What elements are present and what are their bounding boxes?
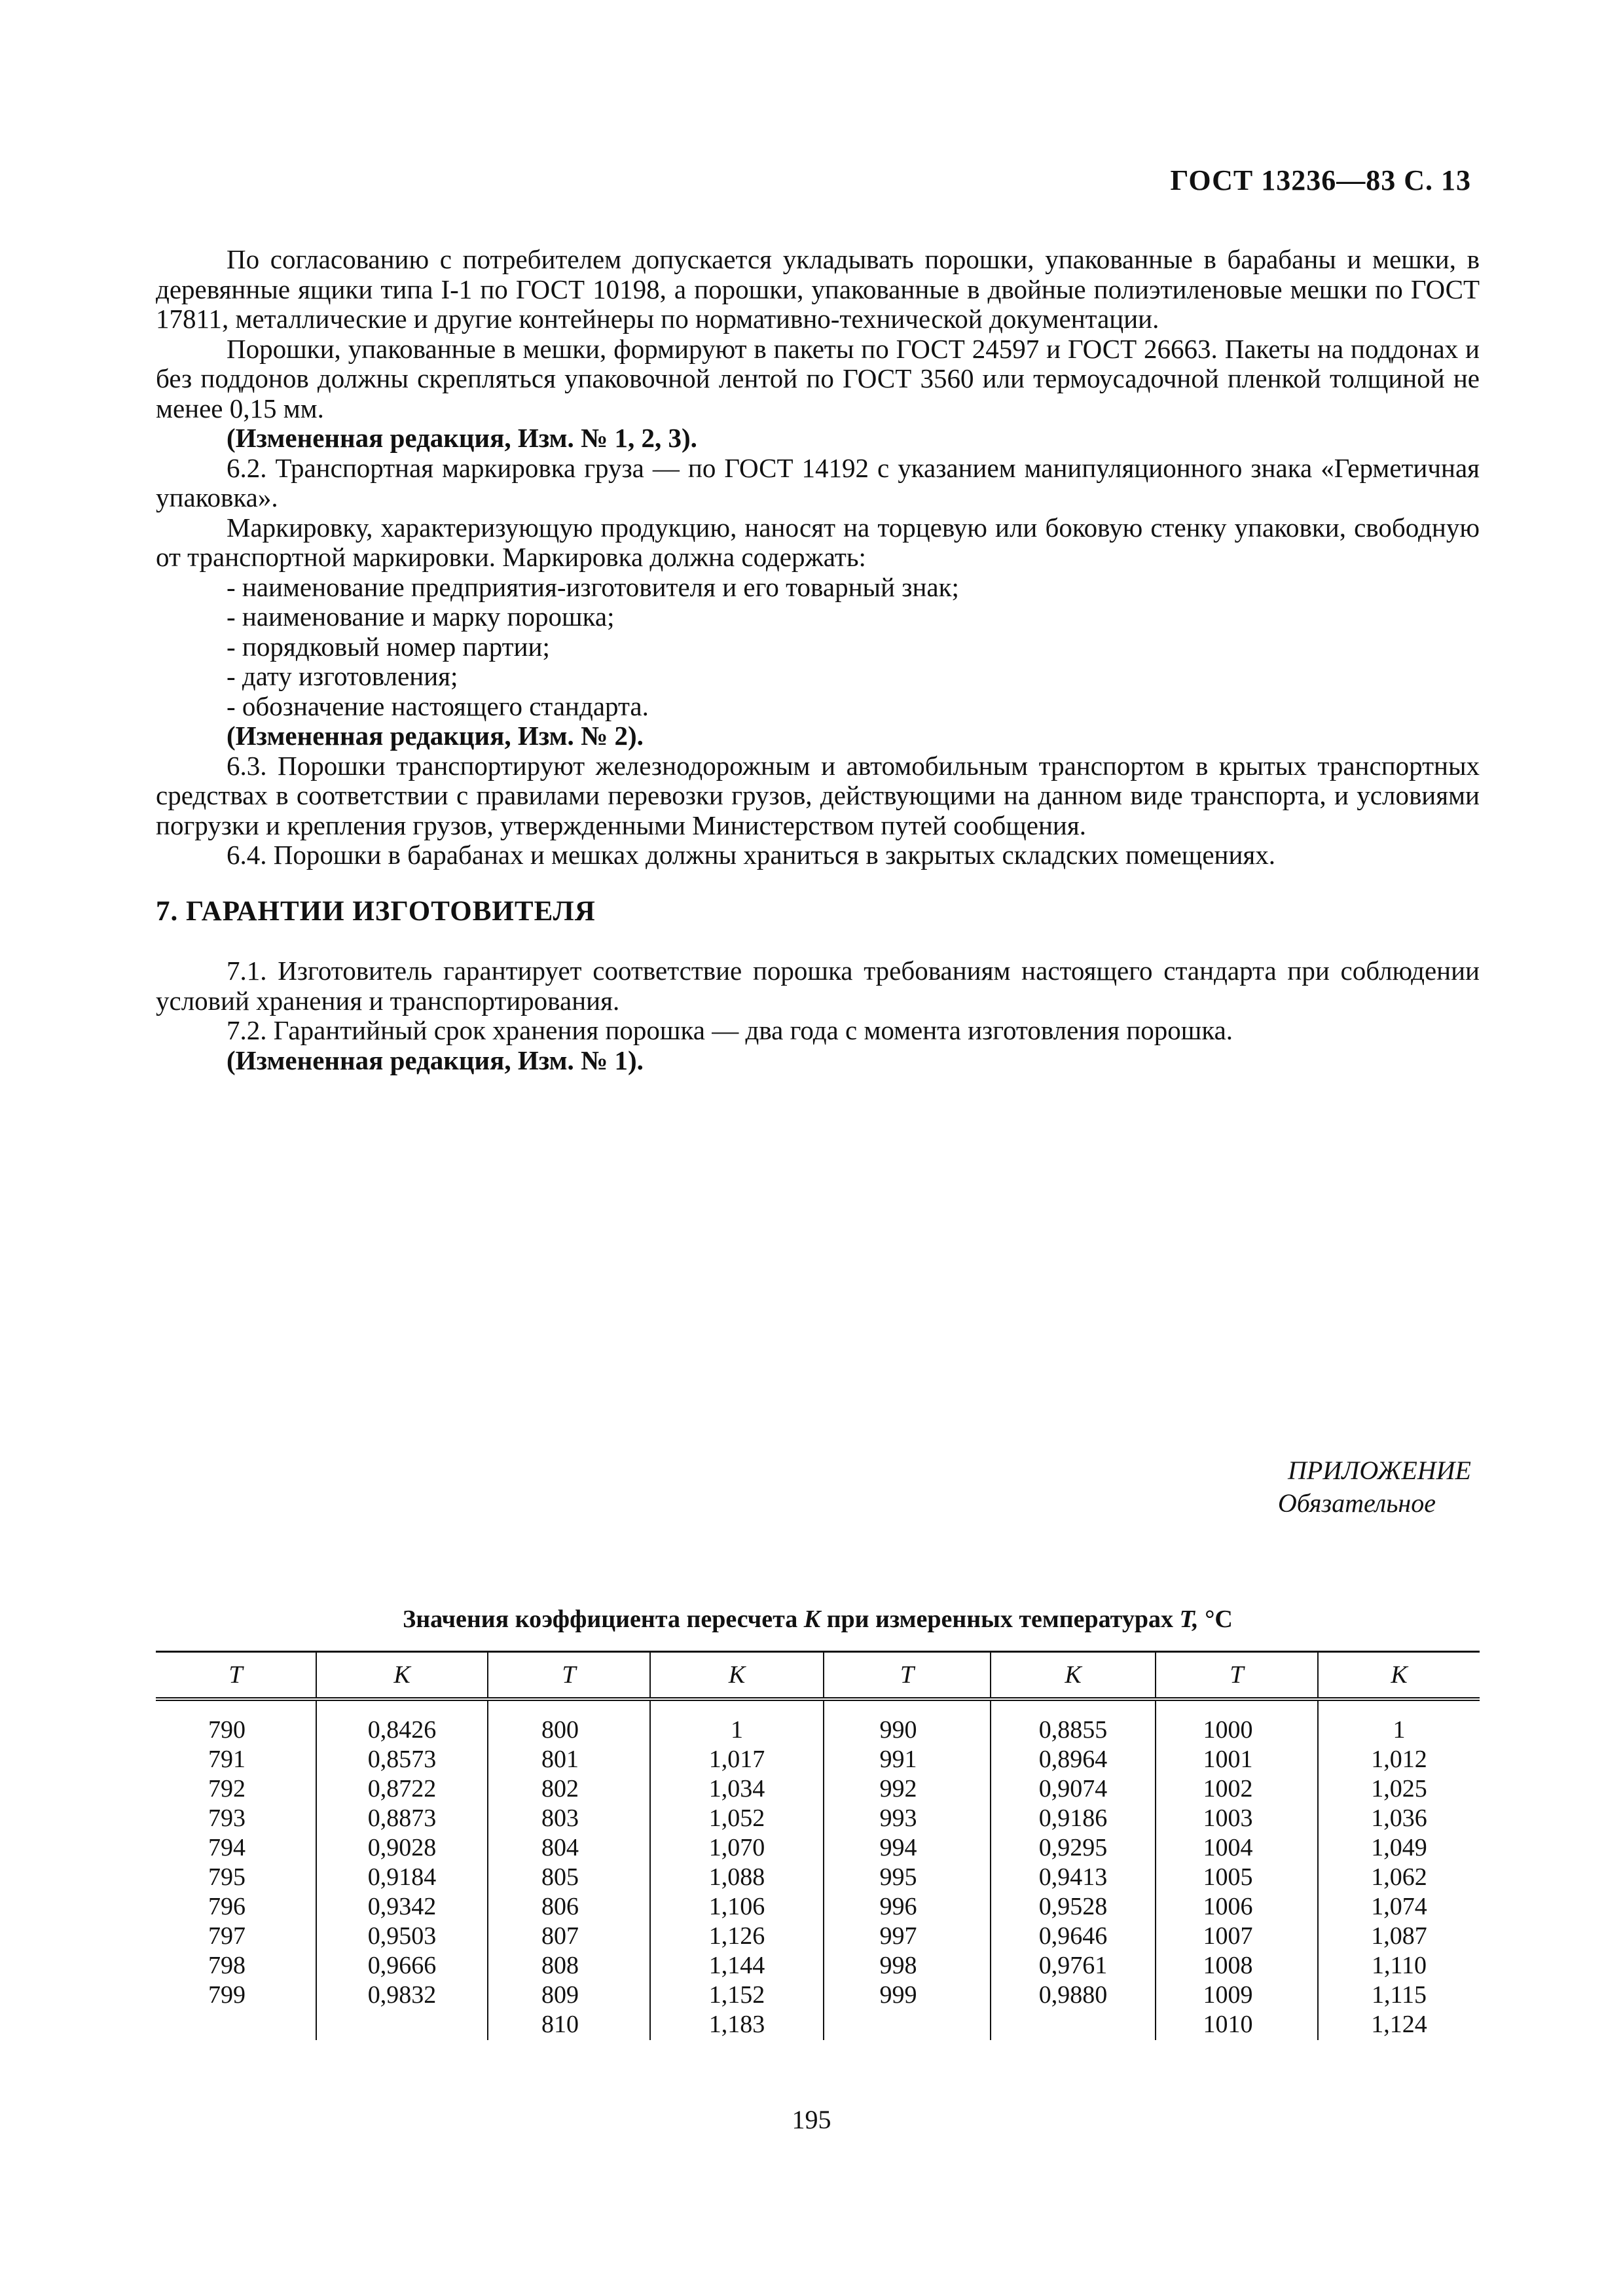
revision-note: (Измененная редакция, Изм. № 2). [227, 721, 644, 751]
paragraph: По согласованию с потребителем допускается укладывать порошки, упакованные в барабаны и мешки, в деревянные ящики типа I-1 по ГОСТ 10198, а порошки, упакованные в двойные полиэтиленовые мешки по ГОСТ 17811, металлические и другие контейнеры по нормативно-технической документации. [156, 244, 1480, 334]
caption-unit: °C [1198, 1605, 1233, 1633]
paragraph: Маркировку, характеризующую продукцию, наносят на торцевую или боковую стенку упаковки, свободную от транспортной маркировки. Маркировка должна содержать: [156, 512, 1480, 572]
table-value: 794 [208, 1834, 246, 1861]
table-value: 0,9342 [367, 1893, 437, 1920]
table-value: 810 [541, 2011, 579, 2038]
table-value: 809 [541, 1981, 579, 2009]
paragraph: 7.1. Изготовитель гарантирует соответствие порошка требованиям настоящего стандарта при соблюдении условий хранения и транспортирования. [156, 956, 1480, 1016]
table-value: 0,9184 [367, 1863, 437, 1891]
table-value: 0,9646 [1038, 1922, 1108, 1950]
table-value: 1 [731, 1716, 743, 1744]
column-header: T [488, 1652, 650, 1700]
appendix-subtitle: Обязательное [1277, 1488, 1436, 1518]
table-value: 801 [541, 1746, 579, 1773]
table-value: 998 [879, 1952, 917, 1979]
table-value [825, 2010, 972, 2039]
table-caption [156, 1605, 1480, 1634]
table-value: 0,9528 [1038, 1893, 1108, 1920]
table-value: 804 [541, 1834, 579, 1861]
page-header: ГОСТ 13236—83 С. 13 [1170, 164, 1471, 196]
table-value: 0,9186 [1038, 1804, 1108, 1832]
table-value: 1,115 [1371, 1981, 1427, 2009]
appendix-title: ПРИЛОЖЕНИЕ [1288, 1456, 1471, 1485]
table-value: 1,034 [708, 1775, 765, 1803]
table-value: 807 [541, 1922, 579, 1950]
table-column-cell [488, 1699, 650, 2040]
table-value: 0,9832 [367, 1981, 437, 2009]
table-value: 0,8573 [367, 1746, 437, 1773]
section-title: 7. ГАРАНТИИ ИЗГОТОВИТЕЛЯ [156, 895, 596, 927]
list-item: - наименование и марку порошка; [227, 601, 615, 632]
table-value: 0,8426 [367, 1716, 437, 1744]
table-value: 1001 [1203, 1746, 1253, 1773]
caption-t: T, [1179, 1605, 1199, 1633]
table-value: 803 [541, 1804, 579, 1832]
column-header: T [1156, 1652, 1318, 1700]
paragraph: 6.4. Порошки в барабанах и мешках должны храниться в закрытых складских помещениях. [227, 840, 1276, 870]
table-value: 1008 [1203, 1952, 1253, 1979]
list-item: - наименование предприятия-изготовителя и его товарный знак; [227, 571, 959, 602]
table-value: 1,049 [1371, 1834, 1427, 1861]
table-value: 997 [879, 1922, 917, 1950]
list-item: - порядковый номер партии; [227, 631, 550, 662]
table-value: 991 [879, 1746, 917, 1773]
table-value: 1,052 [708, 1804, 765, 1832]
table-column-cell [316, 1699, 488, 2040]
table-value: 0,8873 [367, 1804, 437, 1832]
table-value: 1,012 [1371, 1746, 1427, 1773]
table-value: 791 [208, 1746, 246, 1773]
revision-note: (Измененная редакция, Изм. № 1, 2, 3). [227, 423, 697, 453]
table-header-row [156, 1652, 1480, 1700]
table-value: 1,087 [1371, 1922, 1427, 1950]
table-value: 1002 [1203, 1775, 1253, 1803]
table-value: 808 [541, 1952, 579, 1979]
table-value: 0,9503 [367, 1922, 437, 1950]
table-value: 795 [208, 1863, 246, 1891]
table-value: 996 [879, 1893, 917, 1920]
table-value: 0,9028 [367, 1834, 437, 1861]
table-value: 1007 [1203, 1922, 1253, 1950]
table-value: 1,025 [1371, 1775, 1427, 1803]
table-value: 1005 [1203, 1863, 1253, 1891]
body-text [156, 245, 1480, 1075]
table-value: 0,9295 [1038, 1834, 1108, 1861]
coefficient-table [156, 1651, 1480, 2040]
table-value: 799 [208, 1981, 246, 2009]
page-number: 195 [792, 2105, 831, 2134]
table-column-cell [1156, 1699, 1318, 2040]
table-value: 1,124 [1371, 2011, 1427, 2038]
table-value: 796 [208, 1893, 246, 1920]
column-header: K [991, 1652, 1156, 1700]
table-column-cell [650, 1699, 824, 2040]
table-value: 1009 [1203, 1981, 1253, 2009]
table-column-cell [156, 1699, 316, 2040]
table-value: 805 [541, 1863, 579, 1891]
column-header: K [316, 1652, 488, 1700]
table-value [156, 2010, 297, 2039]
table-value [992, 2010, 1154, 2039]
table-value: 798 [208, 1952, 246, 1979]
table-value: 0,8964 [1038, 1746, 1108, 1773]
table-value: 1,070 [708, 1834, 765, 1861]
table-value: 1006 [1203, 1893, 1253, 1920]
table-value: 0,9666 [367, 1952, 437, 1979]
caption-prefix: Значения коэффициента пересчета [403, 1605, 804, 1633]
table-value: 0,9880 [1038, 1981, 1108, 2009]
table-value: 1000 [1203, 1716, 1253, 1744]
table-value: 793 [208, 1804, 246, 1832]
paragraph: 6.3. Порошки транспортируют железнодорожным и автомобильным транспортом в крытых транспортных средствах в соответствии с правилами перевозки грузов, действующими на данном виде транспорта, и условиями погрузки и крепления грузов, утвержденными Министерством путей сообщения. [156, 750, 1480, 840]
table-value: 0,8722 [367, 1775, 437, 1803]
revision-note: (Измененная редакция, Изм. № 1). [227, 1045, 644, 1075]
table-value: 806 [541, 1893, 579, 1920]
column-header: T [156, 1652, 316, 1700]
list-item: - обозначение настоящего стандарта. [227, 691, 649, 721]
table-value: 995 [879, 1863, 917, 1891]
table-value: 1,088 [708, 1863, 765, 1891]
caption-mid: при измеренных температурах [820, 1605, 1180, 1633]
table-value: 994 [879, 1834, 917, 1861]
table-value: 0,8855 [1038, 1716, 1108, 1744]
table-value: 999 [879, 1981, 917, 2009]
table-value: 802 [541, 1775, 579, 1803]
list-item: - дату изготовления; [227, 661, 458, 691]
table-value: 992 [879, 1775, 917, 1803]
table-value: 1004 [1203, 1834, 1253, 1861]
table-value: 1003 [1203, 1804, 1253, 1832]
table-value: 0,9413 [1038, 1863, 1108, 1891]
table-value: 1010 [1203, 2011, 1253, 2038]
table-value: 1,036 [1371, 1804, 1427, 1832]
table-value: 800 [541, 1716, 579, 1744]
table-value: 1,106 [708, 1893, 765, 1920]
table-value: 1,183 [708, 2011, 765, 2038]
table-body-row [156, 1699, 1480, 2040]
table-value: 1 [1393, 1716, 1406, 1744]
column-header: T [824, 1652, 991, 1700]
table-value: 0,9761 [1038, 1952, 1108, 1979]
caption-k: K [803, 1605, 821, 1633]
table-value: 990 [879, 1716, 917, 1744]
table-value: 797 [208, 1922, 246, 1950]
table-value: 1,110 [1371, 1952, 1427, 1979]
paragraph: Порошки, упакованные в мешки, формируют в пакеты по ГОСТ 24597 и ГОСТ 26663. Пакеты на поддонах и без поддонов должны скрепляться упаковочной лентой по ГОСТ 3560 или термоусадочной пленкой толщиной не менее 0,15 мм. [156, 333, 1480, 423]
paragraph: 6.2. Транспортная маркировка груза — по ГОСТ 14192 с указанием манипуляционного знака «Герметичная упаковка». [156, 452, 1480, 512]
table-value: 1,144 [708, 1952, 765, 1979]
table-value: 993 [879, 1804, 917, 1832]
table-value: 1,152 [708, 1981, 765, 2009]
column-header: K [1318, 1652, 1480, 1700]
table-value: 792 [208, 1775, 246, 1803]
table-value: 1,126 [708, 1922, 765, 1950]
table-value: 1,062 [1371, 1863, 1427, 1891]
appendix-label [1278, 1454, 1471, 1520]
table-column-cell [1318, 1699, 1480, 2040]
table-value: 1,017 [708, 1746, 765, 1773]
table-value [318, 2010, 486, 2039]
table-column-cell [991, 1699, 1156, 2040]
column-header: K [650, 1652, 824, 1700]
table-value: 1,074 [1371, 1893, 1427, 1920]
paragraph: 7.2. Гарантийный срок хранения порошка — два года с момента изготовления порошка. [227, 1015, 1233, 1045]
table-value: 790 [208, 1716, 246, 1744]
table-column-cell [824, 1699, 991, 2040]
table-value: 0,9074 [1038, 1775, 1108, 1803]
